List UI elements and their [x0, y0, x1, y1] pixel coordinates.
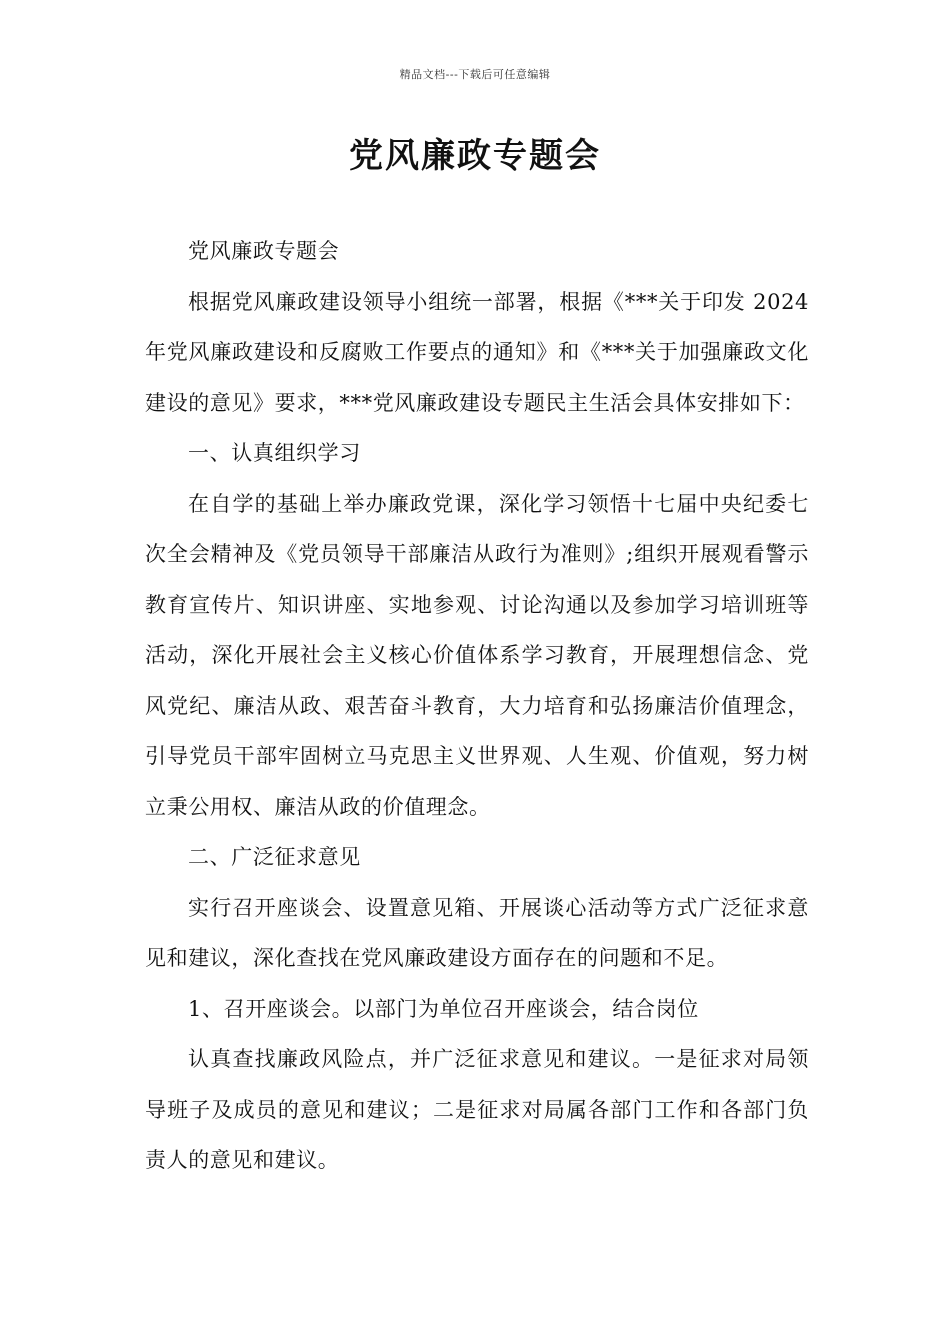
document-title: 党风廉政专题会: [349, 136, 601, 176]
section-heading-study: 一、认真组织学习: [188, 441, 361, 465]
paragraph-forum: 认真查找廉政风险点，并广泛征求意见和建议。一是征求对局领导班子及成员的意见和建议；二是征求对局属各部门工作和各部门负责人的意见和建议。: [145, 1047, 809, 1172]
paragraph-study: 在自学的基础上举办廉政党课，深化学习领悟十七届中央纪委七次全会精神及《党员领导干部廉洁从政行为准则》;组织开展观看警示教育宣传片、知识讲座、实地参观、讨论沟通以及参加学习培训班等活动，深化开展社会主义核心价值体系学习教育，开展理想信念、党风党纪、廉洁从政、艰苦奋斗教育，大力培育和弘扬廉洁价值理念，引导党员干部牢固树立马克思主义世界观、人生观、价值观，努力树立秉公用权、廉洁从政的价值理念。: [145, 491, 809, 819]
page-header-note: 精品文档---下载后可任意编辑: [399, 68, 551, 81]
paragraph-intro: 根据党风廉政建设领导小组统一部署，根据《***关于印发 2024 年党风廉政建设和反腐败工作要点的通知》和《***关于加强廉政文化建设的意见》要求，***党风廉政建设专题民主生活会具体安排如下：: [145, 289, 809, 415]
document-body: [145, 226, 809, 1186]
subsection-heading-forum: 1、召开座谈会。以部门为单位召开座谈会，结合岗位: [188, 996, 699, 1021]
paragraph-subtitle: 党风廉政专题会: [188, 239, 340, 263]
section-heading-opinions: 二、广泛征求意见: [188, 845, 361, 869]
paragraph-opinions: 实行召开座谈会、设置意见箱、开展谈心活动等方式广泛征求意见和建议，深化查找在党风廉政建设方面存在的问题和不足。: [145, 895, 809, 970]
